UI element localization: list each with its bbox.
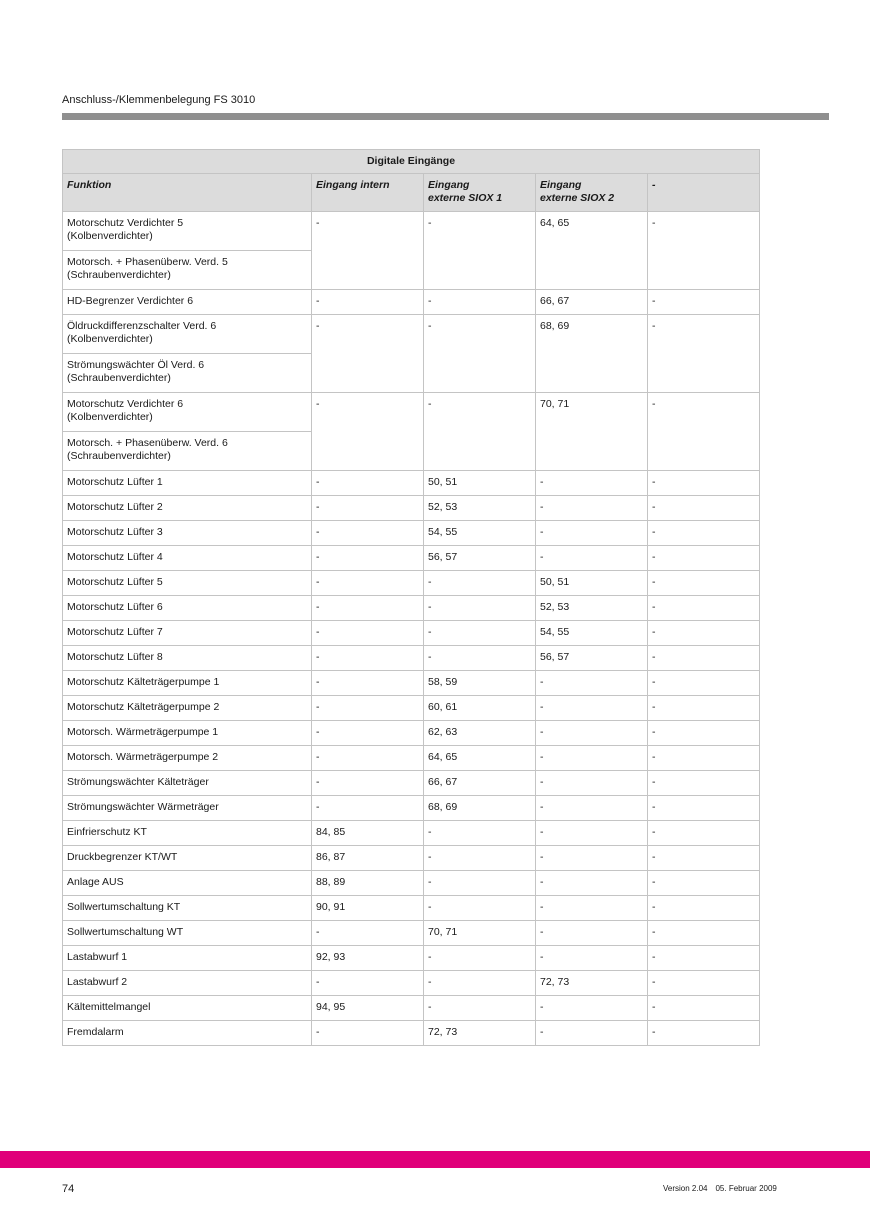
cell-value: -: [312, 971, 424, 996]
column-header: Funktion: [63, 174, 312, 212]
cell-value: -: [424, 646, 536, 671]
cell-funktion: Motorschutz Kälteträgerpumpe 2: [63, 696, 312, 721]
cell-value: 62, 63: [424, 721, 536, 746]
cell-value: -: [536, 946, 648, 971]
version-label: Version 2.04: [663, 1184, 708, 1193]
cell-funktion: Lastabwurf 1: [63, 946, 312, 971]
page-title: Anschluss-/Klemmenbelegung FS 3010: [62, 94, 256, 106]
column-header: Eingang externe SIOX 2: [536, 174, 648, 212]
cell-value: -: [648, 212, 760, 290]
cell-funktion: Druckbegrenzer KT/WT: [63, 846, 312, 871]
cell-value: -: [648, 315, 760, 393]
cell-value: 64, 65: [536, 212, 648, 290]
table-row: [63, 921, 760, 946]
cell-value: 84, 85: [312, 821, 424, 846]
footer-accent-band: [0, 1151, 870, 1168]
cell-funktion: Motorschutz Lüfter 8: [63, 646, 312, 671]
cell-value: 72, 73: [424, 1021, 536, 1046]
cell-value: 58, 59: [424, 671, 536, 696]
table-row: [63, 896, 760, 921]
cell-value: -: [424, 946, 536, 971]
table-row: [63, 496, 760, 521]
cell-value: 54, 55: [536, 621, 648, 646]
cell-value: -: [648, 646, 760, 671]
column-header: Eingang externe SIOX 1: [424, 174, 536, 212]
table-row: [63, 946, 760, 971]
cell-value: -: [648, 696, 760, 721]
cell-value: -: [648, 871, 760, 896]
table-row: [63, 821, 760, 846]
cell-value: -: [648, 821, 760, 846]
cell-value: 64, 65: [424, 746, 536, 771]
cell-value: -: [536, 521, 648, 546]
table-row: [63, 796, 760, 821]
table-row: [63, 471, 760, 496]
table-row: [63, 871, 760, 896]
cell-value: -: [648, 896, 760, 921]
cell-value: -: [648, 996, 760, 1021]
cell-value: -: [536, 821, 648, 846]
cell-value: -: [424, 315, 536, 393]
cell-funktion: Sollwertumschaltung WT: [63, 921, 312, 946]
cell-funktion: Motorschutz Lüfter 6: [63, 596, 312, 621]
cell-value: -: [648, 571, 760, 596]
cell-value: -: [536, 871, 648, 896]
cell-value: 52, 53: [536, 596, 648, 621]
cell-funktion: Strömungswächter Wärmeträger: [63, 796, 312, 821]
cell-value: -: [424, 621, 536, 646]
cell-value: -: [648, 671, 760, 696]
cell-value: -: [648, 846, 760, 871]
cell-value: -: [648, 796, 760, 821]
cell-value: -: [312, 696, 424, 721]
cell-funktion: Strömungswächter Kälteträger: [63, 771, 312, 796]
table-row: [63, 671, 760, 696]
table-row: [63, 696, 760, 721]
cell-value: 70, 71: [424, 921, 536, 946]
column-header: -: [648, 174, 760, 212]
table-row: [63, 212, 760, 251]
cell-value: -: [312, 315, 424, 393]
cell-value: -: [312, 546, 424, 571]
table-row: [63, 393, 760, 432]
cell-value: -: [648, 471, 760, 496]
cell-value: -: [312, 921, 424, 946]
table-row: [63, 315, 760, 354]
cell-funktion: Motorsch. Wärmeträgerpumpe 1: [63, 721, 312, 746]
cell-value: 68, 69: [536, 315, 648, 393]
cell-value: -: [312, 796, 424, 821]
cell-funktion: Motorsch. + Phasenüberw. Verd. 6 (Schraubenverdichter): [63, 432, 312, 471]
cell-value: -: [312, 646, 424, 671]
cell-value: -: [648, 771, 760, 796]
cell-value: -: [648, 596, 760, 621]
cell-funktion: Motorschutz Lüfter 5: [63, 571, 312, 596]
cell-value: -: [648, 971, 760, 996]
cell-value: -: [424, 971, 536, 996]
cell-value: -: [312, 521, 424, 546]
cell-funktion: Motorschutz Lüfter 3: [63, 521, 312, 546]
table-row: [63, 290, 760, 315]
cell-value: 60, 61: [424, 696, 536, 721]
cell-funktion: Lastabwurf 2: [63, 971, 312, 996]
cell-funktion: Motorschutz Verdichter 6 (Kolbenverdichter): [63, 393, 312, 432]
cell-funktion: Motorschutz Lüfter 2: [63, 496, 312, 521]
digital-inputs-table: [62, 149, 760, 1046]
table-row: [63, 546, 760, 571]
table-row: [63, 621, 760, 646]
cell-value: -: [536, 696, 648, 721]
table-row: [63, 1021, 760, 1046]
cell-funktion: Motorschutz Lüfter 4: [63, 546, 312, 571]
cell-value: 90, 91: [312, 896, 424, 921]
cell-value: -: [424, 290, 536, 315]
cell-value: -: [536, 846, 648, 871]
cell-value: -: [648, 921, 760, 946]
cell-value: -: [312, 571, 424, 596]
cell-value: 88, 89: [312, 871, 424, 896]
cell-value: -: [312, 771, 424, 796]
cell-value: -: [312, 212, 424, 290]
cell-funktion: Motorschutz Lüfter 7: [63, 621, 312, 646]
table-row: [63, 721, 760, 746]
cell-value: 70, 71: [536, 393, 648, 471]
cell-value: 72, 73: [536, 971, 648, 996]
cell-value: -: [648, 521, 760, 546]
cell-value: -: [312, 471, 424, 496]
cell-value: -: [536, 996, 648, 1021]
cell-value: -: [536, 496, 648, 521]
cell-value: -: [312, 393, 424, 471]
cell-value: -: [536, 671, 648, 696]
cell-value: -: [424, 393, 536, 471]
version-date: 05. Februar 2009: [715, 1184, 777, 1193]
table-header-row: [63, 174, 760, 212]
cell-value: -: [424, 996, 536, 1021]
cell-funktion: Sollwertumschaltung KT: [63, 896, 312, 921]
table-row: [63, 771, 760, 796]
cell-value: 56, 57: [424, 546, 536, 571]
cell-value: -: [312, 621, 424, 646]
cell-value: -: [424, 821, 536, 846]
column-header: Eingang intern: [312, 174, 424, 212]
cell-value: -: [536, 1021, 648, 1046]
cell-value: -: [648, 393, 760, 471]
cell-value: 52, 53: [424, 496, 536, 521]
cell-value: -: [424, 846, 536, 871]
cell-value: -: [648, 1021, 760, 1046]
title-rule: [62, 113, 829, 120]
version-info: [663, 1184, 777, 1193]
cell-funktion: Motorsch. Wärmeträgerpumpe 2: [63, 746, 312, 771]
cell-value: -: [648, 546, 760, 571]
cell-value: -: [536, 771, 648, 796]
table-row: [63, 846, 760, 871]
page-number: 74: [62, 1183, 75, 1195]
cell-value: 66, 67: [424, 771, 536, 796]
cell-funktion: Öldruckdifferenzschalter Verd. 6 (Kolbenverdichter): [63, 315, 312, 354]
cell-value: -: [312, 1021, 424, 1046]
cell-value: 68, 69: [424, 796, 536, 821]
cell-value: 56, 57: [536, 646, 648, 671]
cell-value: -: [312, 746, 424, 771]
cell-value: -: [312, 290, 424, 315]
cell-value: -: [648, 496, 760, 521]
cell-value: 94, 95: [312, 996, 424, 1021]
cell-value: -: [424, 871, 536, 896]
cell-value: -: [648, 721, 760, 746]
table-row: [63, 971, 760, 996]
cell-value: -: [424, 596, 536, 621]
cell-value: -: [648, 290, 760, 315]
table-row: [63, 521, 760, 546]
cell-value: -: [536, 721, 648, 746]
cell-funktion: Einfrierschutz KT: [63, 821, 312, 846]
table-row: [63, 746, 760, 771]
cell-funktion: HD-Begrenzer Verdichter 6: [63, 290, 312, 315]
cell-value: 66, 67: [536, 290, 648, 315]
table-row: [63, 996, 760, 1021]
cell-value: -: [312, 496, 424, 521]
table-row: [63, 596, 760, 621]
cell-value: 54, 55: [424, 521, 536, 546]
cell-funktion: Kältemittelmangel: [63, 996, 312, 1021]
table-row: [63, 571, 760, 596]
cell-value: -: [648, 946, 760, 971]
cell-value: -: [648, 621, 760, 646]
cell-funktion: Motorsch. + Phasenüberw. Verd. 5 (Schraubenverdichter): [63, 251, 312, 290]
cell-funktion: Fremdalarm: [63, 1021, 312, 1046]
cell-value: -: [312, 721, 424, 746]
cell-value: -: [536, 796, 648, 821]
table-caption: Digitale Eingänge: [63, 150, 760, 174]
cell-value: -: [424, 896, 536, 921]
table-row: [63, 646, 760, 671]
cell-funktion: Motorschutz Lüfter 1: [63, 471, 312, 496]
cell-value: -: [536, 746, 648, 771]
cell-funktion: Motorschutz Kälteträgerpumpe 1: [63, 671, 312, 696]
cell-value: -: [424, 571, 536, 596]
cell-value: 86, 87: [312, 846, 424, 871]
cell-value: -: [424, 212, 536, 290]
cell-value: -: [312, 596, 424, 621]
cell-value: -: [648, 746, 760, 771]
cell-funktion: Strömungswächter Öl Verd. 6 (Schraubenverdichter): [63, 354, 312, 393]
cell-value: -: [536, 471, 648, 496]
cell-value: 92, 93: [312, 946, 424, 971]
cell-funktion: Motorschutz Verdichter 5 (Kolbenverdichter): [63, 212, 312, 251]
cell-funktion: Anlage AUS: [63, 871, 312, 896]
cell-value: 50, 51: [536, 571, 648, 596]
cell-value: 50, 51: [424, 471, 536, 496]
cell-value: -: [536, 896, 648, 921]
cell-value: -: [536, 921, 648, 946]
cell-value: -: [536, 546, 648, 571]
cell-value: -: [312, 671, 424, 696]
